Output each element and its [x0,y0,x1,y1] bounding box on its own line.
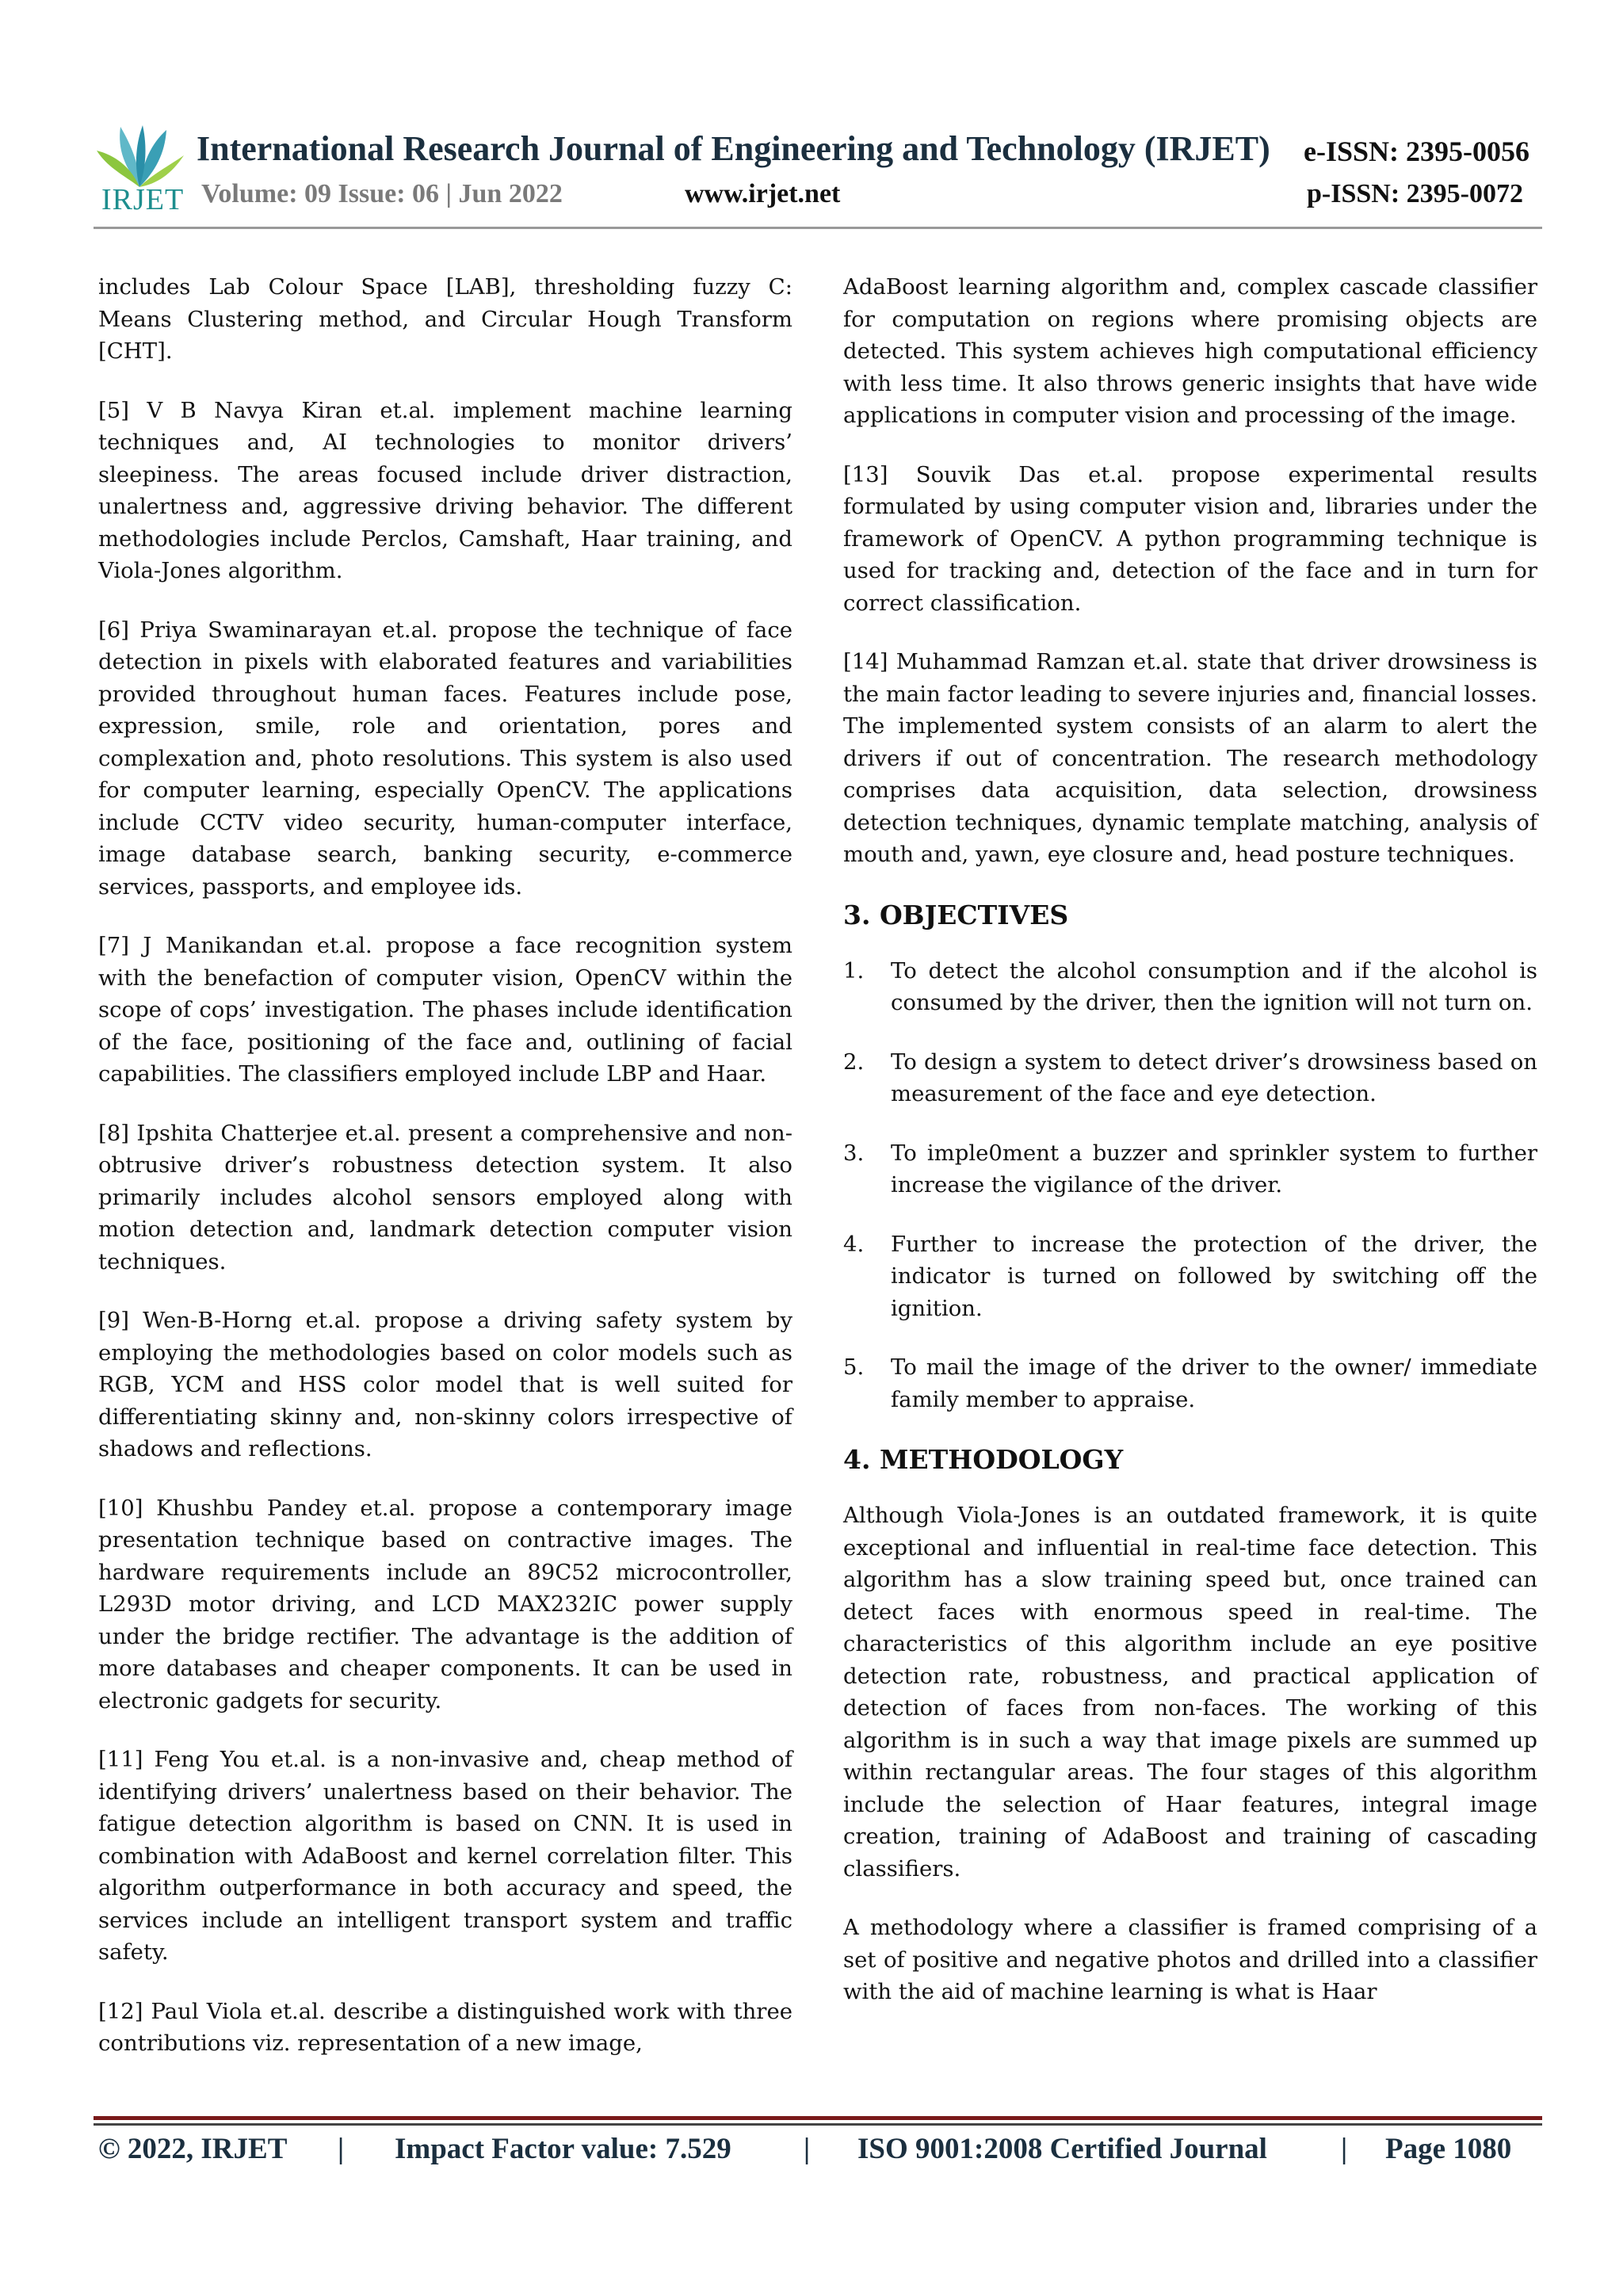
journal-title: International Research Journal of Engineering and Technology (IRJET) [197,129,1270,168]
list-item [843,1228,1537,1325]
reference-14: [14] Muhammad Ramzan et.al. state that driver drowsiness is the main factor leading to severe injuries and, financial losses. The implemented system consists of an alarm to alert the drivers if out of concentration. The research methodology comprises data acquisition, data selection, drowsiness detection techniques, dynamic template matching, analysis of mouth and, yawn, eye closure and, head posture techniques. [843,649,1537,867]
paragraph: AdaBoost learning algorithm and, complex cascade classifier for computation on regions where promising objects are detected. This system achieves high computational efficiency with less time. It also throws generic insights that have wide applications in computer vision and processing of the image. [843,274,1537,428]
reference-5: [5] V B Navya Kiran et.al. implement machine learning techniques and, AI technologies to monitor drivers’ sleepiness. The areas focused include driver distraction, unalertness and, aggressive driving behavior. The different methodologies include Perclos, Camshaft, Haar training, and Viola-Jones algorithm. [98,397,792,583]
page-footer [98,2132,1541,2176]
reference-6: [6] Priya Swaminarayan et.al. propose the technique of face detection in pixels with elaborated features and variabilities provided throughout human faces. Features include pose, expression, smile, role and orientation, pores and complexation and, photo resolutions. This system is also used for computer learning, especially OpenCV. The applications include CCTV video security, human-computer interface, image database search, banking security, e-commerce services, passports, and employee ids. [98,617,792,900]
list-number: 2. [843,1049,865,1075]
page-header [94,119,1542,227]
reference-7: [7] J Manikandan et.al. propose a face recognition system with the benefaction of computer vision, OpenCV within the scope of cops’ investigation. The phases include identification of the face, positioning of the face and, outlining of facial capabilities. The classifiers employed include LBP and Haar. [98,933,792,1087]
list-item [843,1351,1537,1415]
list-number: 1. [843,957,865,984]
reference-9: [9] Wen-B-Horng et.al. propose a driving safety system by employing the methodologies based on color models such as RGB, YCM and HSS color model that is well suited for differentiating skinny and, non-skinny colors irrespective of shadows and reflections. [98,1308,792,1461]
list-item [843,955,1537,1019]
list-text: To imple0ment a buzzer and sprinkler system to further increase the vigilance of the driver. [891,1140,1537,1198]
list-text: To mail the image of the driver to the owner/ immediate family member to appraise. [891,1354,1537,1412]
reference-13: [13] Souvik Das et.al. propose experimental results formulated by using computer vision and, libraries under the framework of OpenCV. A python programming technique is used for tracking and, detection of the face and in turn for correct classification. [843,461,1537,616]
iso-certification: ISO 9001:2008 Certified Journal [857,2133,1267,2165]
paragraph: A methodology where a classifier is framed comprising of a set of positive and negative photos and drilled into a classifier with the aid of machine learning is what is Haar [843,1915,1537,2004]
list-text: Further to increase the protection of the driver, the indicator is turned on followed by switching off the ignition. [891,1231,1537,1321]
footer-divider [94,2116,1542,2120]
paragraph: Although Viola-Jones is an outdated framework, it is quite exceptional and influential in real-time face detection. This algorithm has a slow training speed but, once trained can detect faces with enormous speed in real-time. The characteristics of this algorithm include an eye positive detection rate, robustness, and practical application of detection of faces from non-faces. The working of this algorithm is in such a way that image pixels are summed up within rectangular areas. The four stages of this algorithm include the selection of Haar features, integral image creation, training of AdaBoost and training of cascading classifiers. [843,1503,1537,1881]
list-item [843,1046,1537,1110]
right-column [843,271,1537,2035]
e-issn: e-ISSN: 2395-0056 [1304,136,1529,167]
footer-separator: | [1341,2133,1348,2165]
list-number: 3. [843,1140,865,1166]
objectives-list [843,955,1537,1416]
reference-8: [8] Ipshita Chatterjee et.al. present a comprehensive and non-obtrusive driver’s robustness detection system. It also primarily includes alcohol sensors employed along with motion detection and, landmark detection computer vision techniques. [98,1120,792,1274]
footer-separator: | [338,2133,345,2165]
footer-separator: | [804,2133,811,2165]
irjet-logo [94,119,187,217]
list-text: To detect the alcohol consumption and if the alcohol is consumed by the driver, then the ignition will not turn on. [891,957,1537,1015]
reference-11: [11] Feng You et.al. is a non-invasive and, cheap method of identifying drivers’ unalertness based on their behavior. The fatigue detection algorithm is based on CNN. It is used in combination with AdaBoost and kernel correlation filter. This algorithm outperformance in both accuracy and speed, the services include an intelligent transport system and traffic safety. [98,1747,792,1965]
list-item [843,1137,1537,1201]
website-link[interactable]: www.irjet.net [685,179,841,208]
objectives-heading: 3. OBJECTIVES [843,899,1069,930]
leaf-logo-icon [94,119,187,190]
left-column [98,271,792,2087]
reference-12: [12] Paul Viola et.al. describe a distinguished work with three contributions viz. representation of a new image, [98,1998,792,2056]
reference-10: [10] Khushbu Pandey et.al. propose a contemporary image presentation technique based on contractive images. The hardware requirements include an 89C52 microcontroller, L293D motor driving, and LCD MAX232IC power supply under the bridge rectifier. The advantage is the addition of more databases and cheaper components. It can be used in electronic gadgets for security. [98,1495,792,1713]
impact-factor: Impact Factor value: 7.529 [395,2133,731,2165]
page-number: Page 1080 [1385,2133,1512,2165]
paragraph: includes Lab Colour Space [LAB], thresholding fuzzy C: Means Clustering method, and Circular Hough Transform [CHT]. [98,274,792,364]
methodology-heading: 4. METHODOLOGY [843,1444,1124,1475]
logo-text: IRJET [101,183,185,216]
list-number: 4. [843,1231,865,1257]
list-number: 5. [843,1354,865,1380]
p-issn: p-ISSN: 2395-0072 [1307,179,1523,208]
list-text: To design a system to detect driver’s drowsiness based on measurement of the face and eye detection. [891,1049,1537,1106]
copyright: © 2022, IRJET [98,2133,288,2165]
header-divider [94,227,1542,229]
volume-issue: Volume: 09 Issue: 06 | Jun 2022 [201,179,563,208]
footer-divider [94,2123,1542,2126]
